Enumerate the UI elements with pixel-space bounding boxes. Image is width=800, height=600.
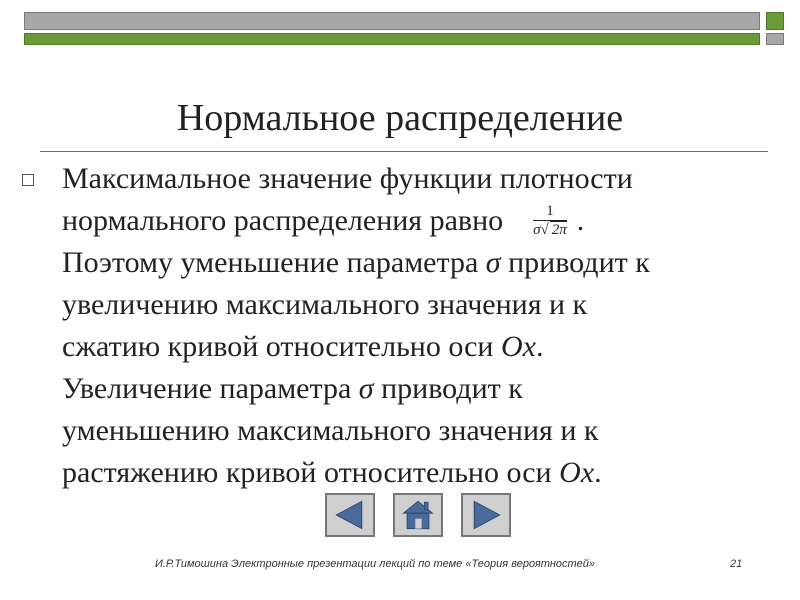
body-line-6: Увеличение параметра σ приводит к bbox=[62, 372, 523, 405]
bullet-square-icon bbox=[22, 174, 34, 186]
previous-slide-button[interactable] bbox=[325, 493, 375, 537]
next-slide-button[interactable] bbox=[461, 493, 511, 537]
header-band-gray bbox=[24, 12, 760, 30]
radical-sign: √ bbox=[540, 222, 549, 239]
max-density-formula bbox=[533, 204, 567, 238]
page-number: 21 bbox=[730, 558, 743, 570]
header-band-green bbox=[24, 33, 760, 45]
house-icon bbox=[395, 495, 441, 535]
body-line-3: Поэтому уменьшение параметра σ приводит к bbox=[62, 246, 650, 279]
formula-numerator: 1 bbox=[546, 203, 554, 220]
body-line-8: растяжению кривой относительно оси Ox. bbox=[62, 456, 602, 489]
body-line-2: нормального распределения равно $\frac{1}{\sigma√ 2\pi}$ . bbox=[62, 203, 585, 239]
slide-body bbox=[62, 158, 772, 494]
triangle-left-icon bbox=[327, 495, 373, 535]
title-divider bbox=[40, 151, 768, 152]
triangle-right-icon bbox=[463, 495, 509, 535]
formula-denominator: σ√ 2π bbox=[533, 222, 567, 239]
footer-text: И.Р.Тимошина Электронные презентации лекций по теме «Теория вероятностей» bbox=[154, 558, 596, 570]
body-line-4: увеличению максимального значения и к bbox=[62, 288, 588, 321]
body-line-5: сжатию кривой относительно оси Ox. bbox=[62, 330, 544, 363]
slide-title: Нормальное распределение bbox=[176, 97, 624, 139]
corner-square-green bbox=[766, 12, 784, 30]
home-button[interactable] bbox=[393, 493, 443, 537]
corner-square-gray bbox=[766, 33, 784, 45]
body-line-1: Максимальное значение функции плотности bbox=[62, 162, 633, 195]
body-line-7: уменьшению максимального значения и к bbox=[62, 414, 599, 447]
